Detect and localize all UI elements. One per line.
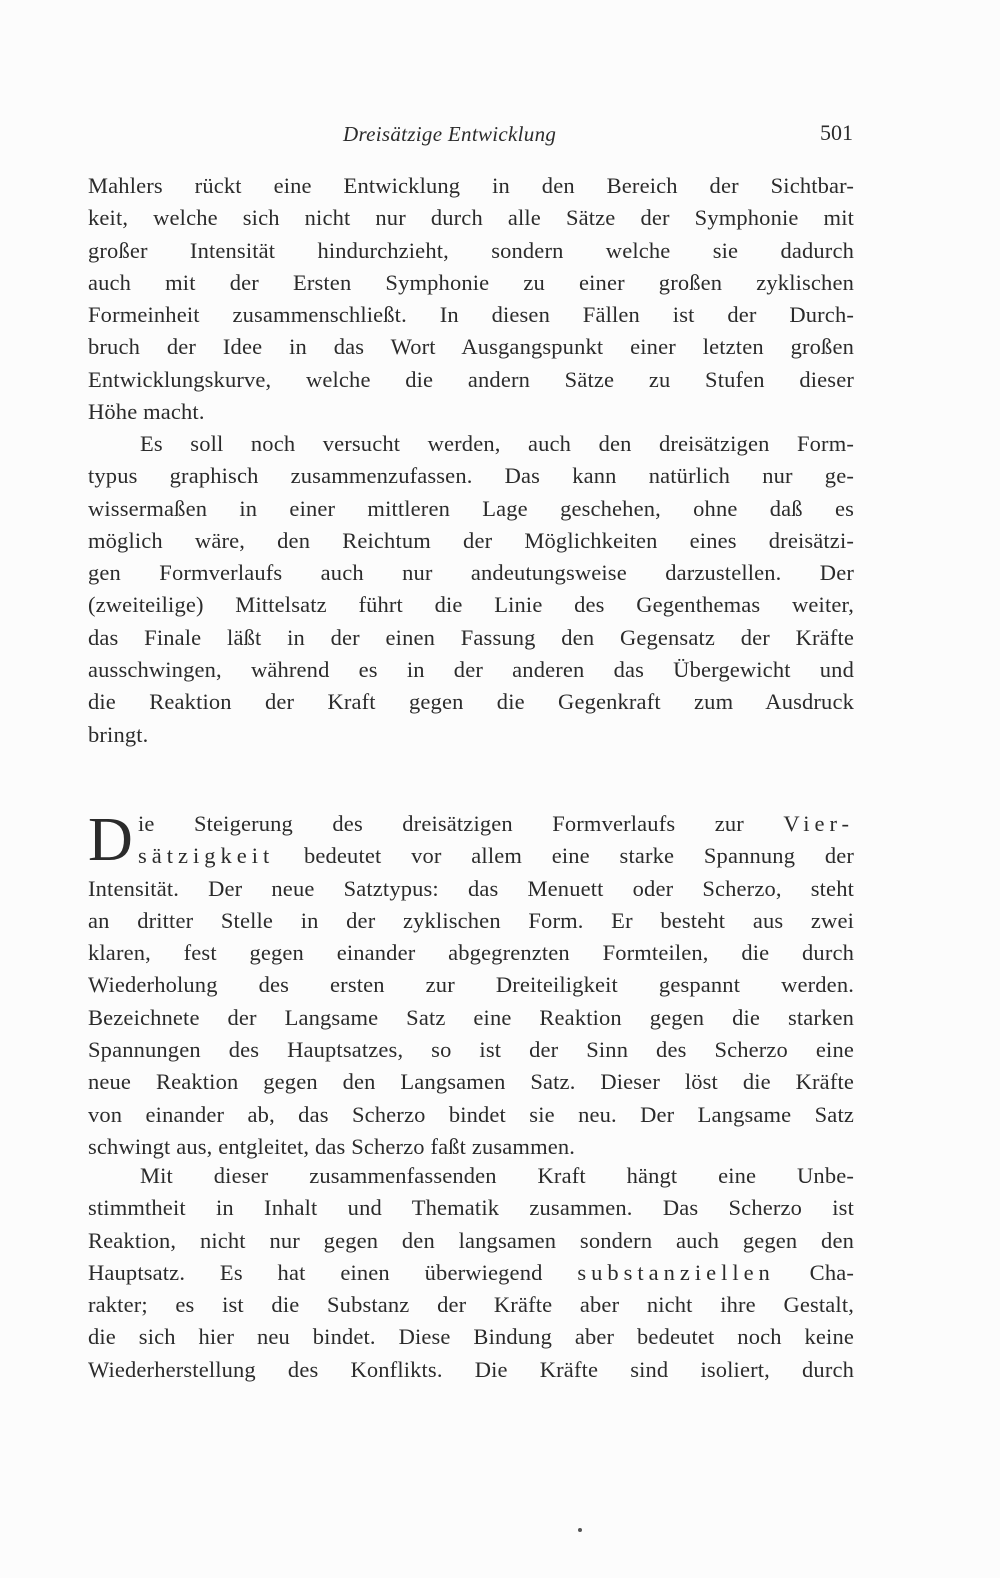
page-number: 501 <box>820 120 853 145</box>
text-line: an dritter Stelle in der zyklischen Form. Er besteht aus zwei <box>88 907 854 933</box>
text-line: Höhe macht. <box>88 399 205 425</box>
text-line: klaren, fest gegen einander abgegrenzten Formteilen, die durch <box>88 940 854 966</box>
text-run: Cha- <box>809 1259 854 1285</box>
text-line: die Reaktion der Kraft gegen die Gegenkraft zum Ausdruck <box>88 689 854 715</box>
text-line <box>88 840 854 872</box>
spaced-word: substanziellen <box>577 1259 775 1285</box>
paragraph-3 <box>88 808 854 1163</box>
text-line: Mit dieser zusammenfassenden Kraft hängt eine Unbe- <box>140 1163 854 1188</box>
text-line: typus graphisch zusammenzufassen. Das kann natürlich nur ge- <box>88 463 854 489</box>
spaced-word: Vier- <box>783 811 854 836</box>
speck-mark <box>578 1528 582 1532</box>
text-line: ausschwingen, während es in der anderen das Übergewicht und <box>88 657 854 683</box>
text-line: bruch der Idee in das Wort Ausgangspunkt einer letzten großen <box>88 334 854 360</box>
text-line: keit, welche sich nicht nur durch alle Sätze der Symphonie mit <box>88 205 854 231</box>
text-run: bedeutet vor allem eine starke Spannung der <box>303 843 854 869</box>
text-run: ie Steigerung des dreisätzigen Formverlaufs zur <box>138 811 744 836</box>
running-header <box>88 118 853 152</box>
text-line: Formeinheit zusammenschließt. In diesen Fällen ist der Durch- <box>88 302 854 328</box>
text-line: Spannungen des Hauptsatzes, so ist der Sinn des Scherzo eine <box>88 1037 854 1063</box>
text-line: Bezeichnete der Langsame Satz eine Reaktion gegen die starken <box>88 1004 854 1030</box>
text-line: Reaktion, nicht nur gegen den langsamen sondern auch gegen den <box>88 1227 854 1253</box>
text-line: Es soll noch versucht werden, auch den dreisätzigen Form- <box>140 431 854 456</box>
text-line: Wiederholung des ersten zur Dreiteiligkeit gespannt werden. <box>88 972 854 998</box>
text-line: schwingt aus, entgleitet, das Scherzo faßt zusammen. <box>88 1133 576 1159</box>
text-line: bringt. <box>88 721 149 747</box>
text-run: Hauptsatz. Es hat einen überwiegend <box>88 1259 543 1285</box>
spaced-word: sätzigkeit <box>138 843 275 869</box>
text-line: Mahlers rückt eine Entwicklung in den Bereich der Sichtbar- <box>88 173 854 198</box>
text-line: wissermaßen in einer mittleren Lage geschehen, ohne daß es <box>88 495 854 521</box>
text-line: stimmtheit in Inhalt und Thematik zusammen. Das Scherzo ist <box>88 1195 854 1221</box>
text-line: gen Formverlaufs auch nur andeutungsweise darzustellen. Der <box>88 560 854 586</box>
text-line: (zweiteilige) Mittelsatz führt die Linie des Gegenthemas weiter, <box>88 592 854 618</box>
text-line: möglich wäre, den Reichtum der Möglichkeiten eines dreisätzi- <box>88 527 854 553</box>
text-line: neue Reaktion gegen den Langsamen Satz. Dieser löst die Kräfte <box>88 1069 854 1095</box>
text-line: die sich hier neu bindet. Diese Bindung aber bedeutet noch keine <box>88 1324 854 1350</box>
text-line: Wiederherstellung des Konflikts. Die Kräfte sind isoliert, durch <box>88 1356 854 1382</box>
text-line: Intensität. Der neue Satztypus: das Menuett oder Scherzo, steht <box>88 875 854 901</box>
text-line: auch mit der Ersten Symphonie zu einer großen zyklischen <box>88 269 854 295</box>
text-line <box>88 808 854 840</box>
text-line: großer Intensität hindurchzieht, sondern welche sie dadurch <box>88 237 854 263</box>
text-line: das Finale läßt in der einen Fassung den Gegensatz der Kräfte <box>88 624 854 650</box>
text-line: rakter; es ist die Substanz der Kräfte aber nicht ihre Gestalt, <box>88 1292 854 1318</box>
drop-cap: D <box>88 806 133 874</box>
text-line: von einander ab, das Scherzo bindet sie neu. Der Langsame Satz <box>88 1101 854 1127</box>
chapter-title: Dreisätzige Entwicklung <box>343 122 557 146</box>
text-line: Entwicklungskurve, welche die andern Sätze zu Stufen dieser <box>88 366 854 392</box>
text-line <box>88 1257 854 1289</box>
paragraph-2 <box>88 428 854 751</box>
paragraph-4 <box>88 1160 854 1386</box>
paragraph-1 <box>88 170 854 428</box>
